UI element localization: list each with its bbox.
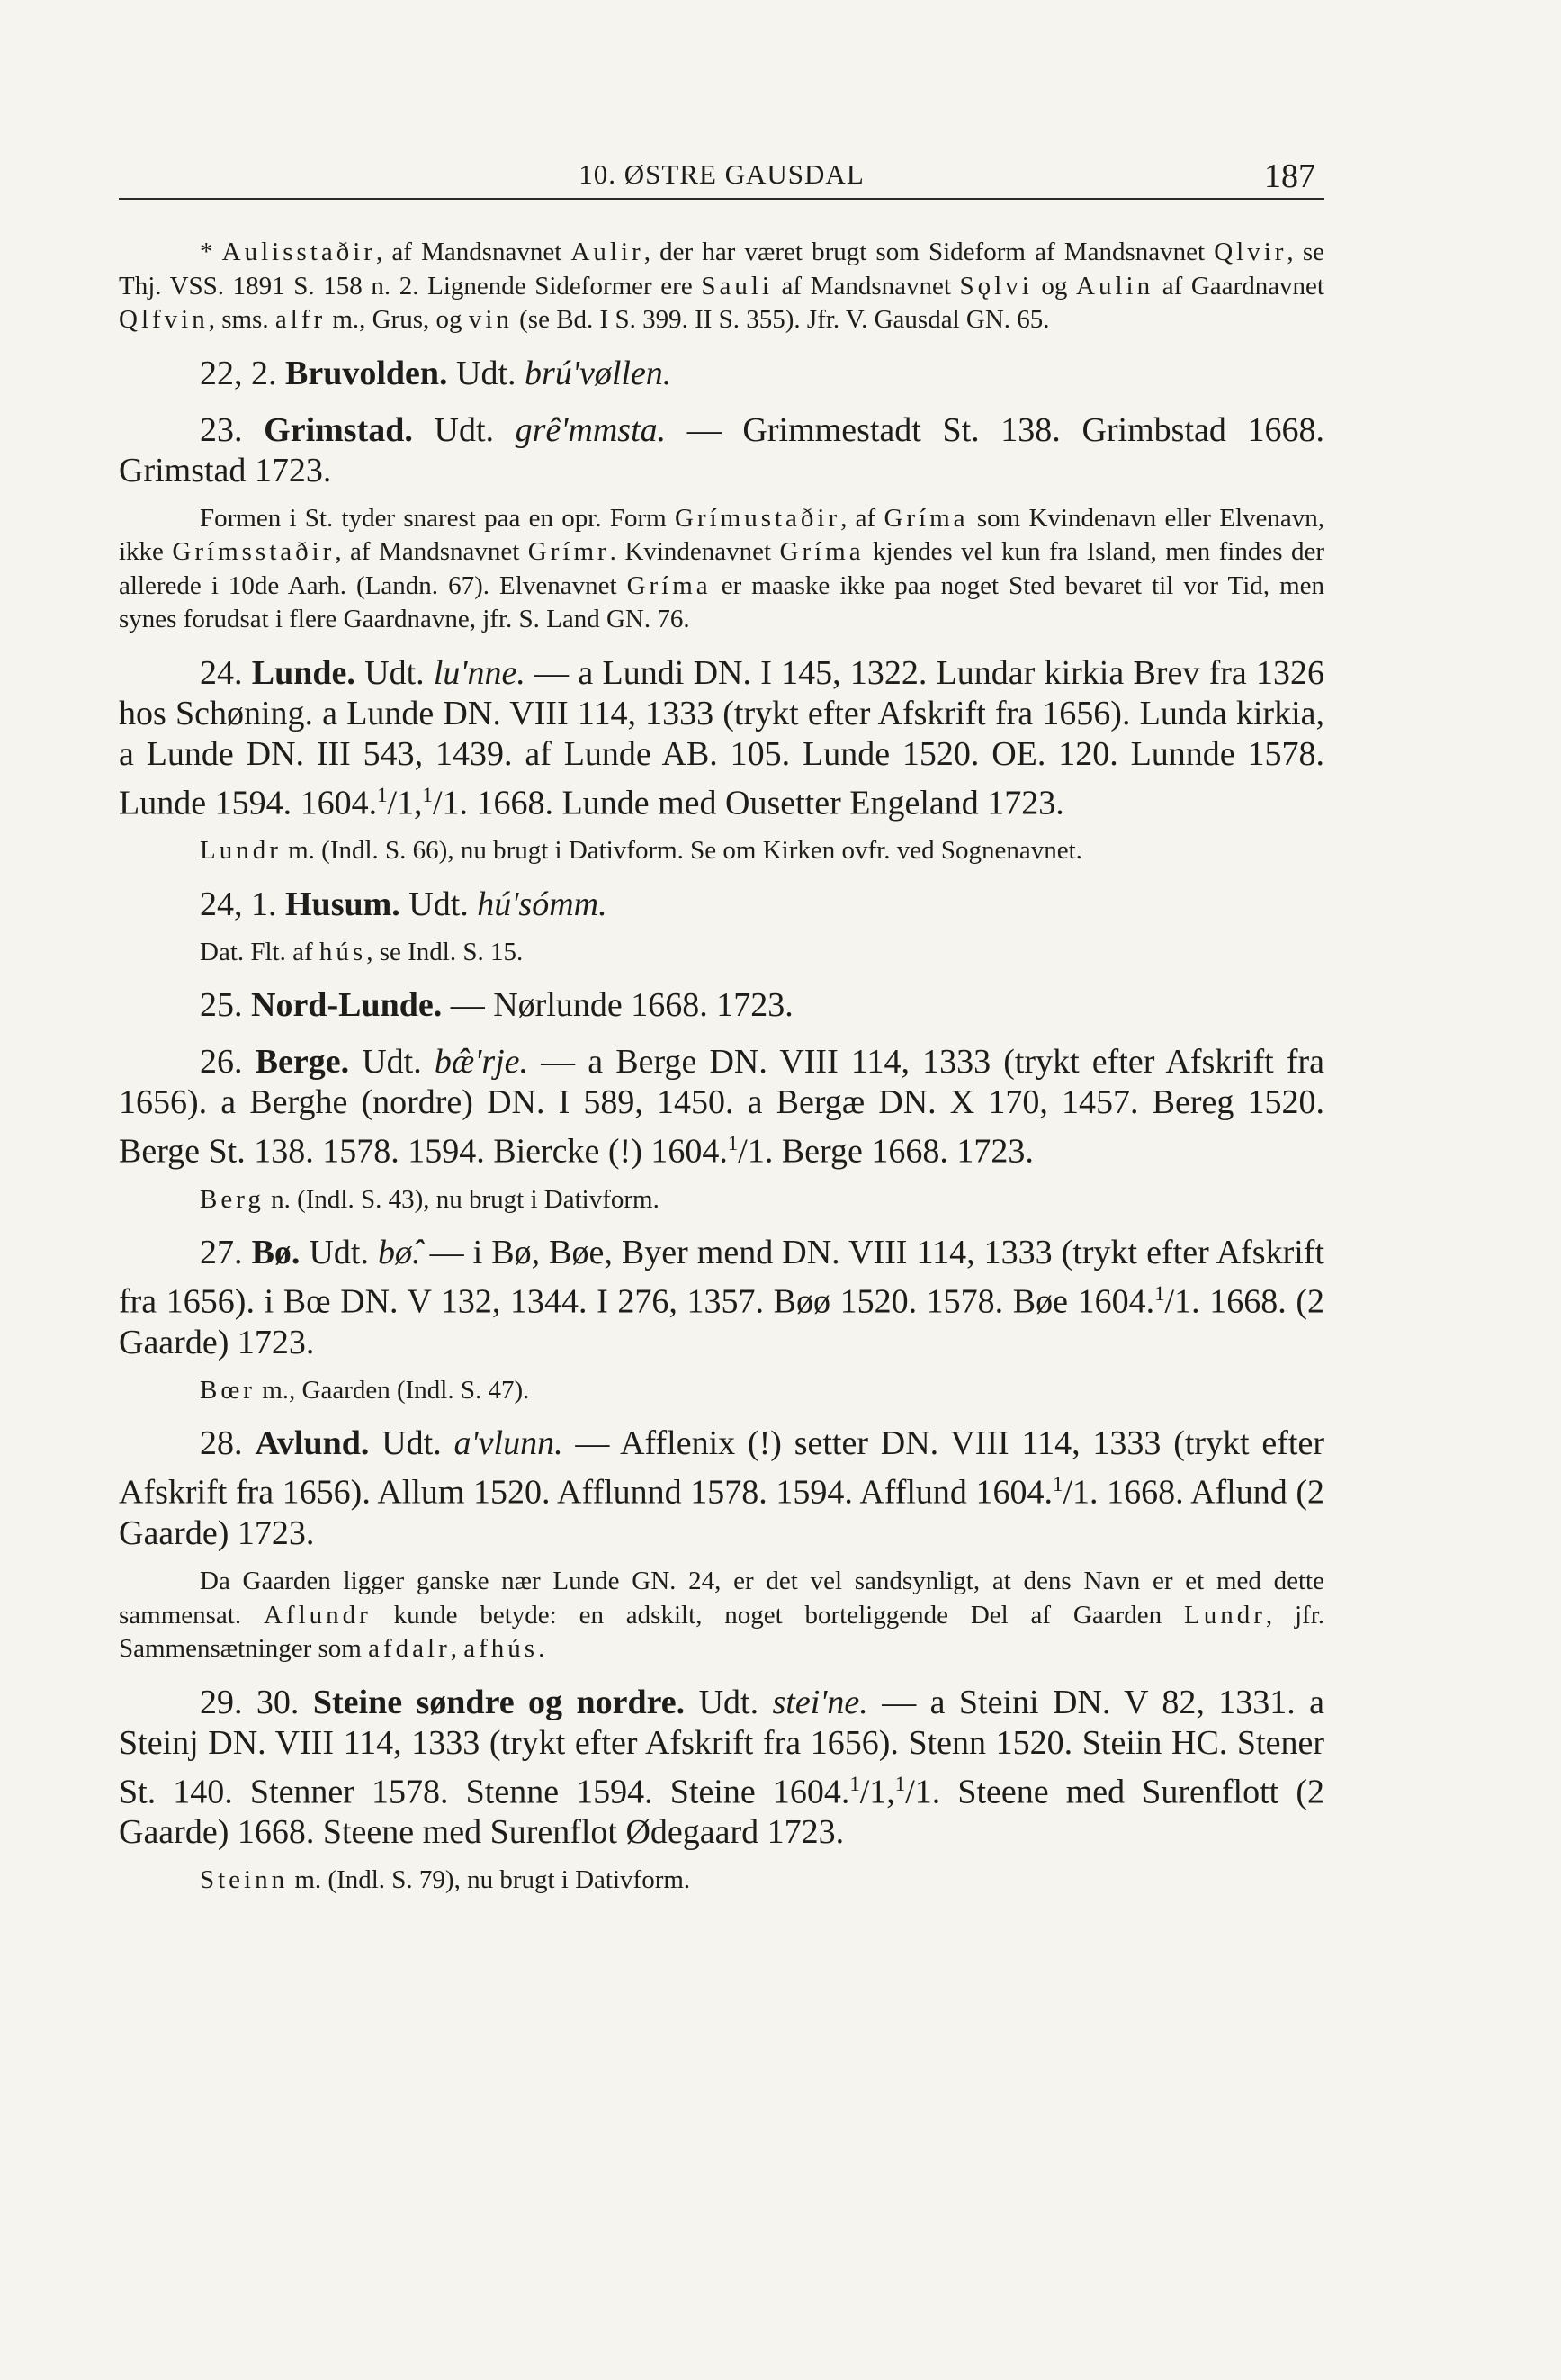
- entry-number: 29. 30.: [200, 1683, 300, 1721]
- pronunciation: bæ̂'rje.: [434, 1043, 529, 1082]
- entry-22-2: 22, 2. Bruvolden. Udt. brú'vøllen.: [200, 354, 672, 392]
- header-title: 10. ØSTRE GAUSDAL: [579, 158, 865, 190]
- entry-24: 24. Lunde. Udt. lu'nne. — a Lundi DN. I 145, 1322. Lundar kirkia Brev fra 1326 hos Schøning. a Lunde DN. VIII 114, 1333 (trykt efter Afskrift fra 1656). Lunda kirkia, a Lunde DN. III 543, 1439. af Lunde AB. 105. Lunde 1520. OE. 120. Lunnde 1578. Lunde 1594. 1604.$^1$/1,$^1$/1. 1668. Lunde med Ousetter Engeland 1723.: [119, 653, 1324, 822]
- farm-name: Lunde.: [251, 653, 355, 692]
- pronunciation: a'vlunn.: [453, 1424, 563, 1463]
- pronunciation: stei'ne.: [772, 1683, 868, 1721]
- entry-28: 28. Avlund. Udt. a'vlunn. — Afflenix (!) setter DN. VIII 114, 1333 (trykt efter Afskrift fra 1656). Allum 1520. Afflunnd 1578. 1594. Afflund 1604.$^1$/1. 1668. Aflund (2 Gaarde) 1723.: [119, 1424, 1325, 1553]
- entry-number: 24, 1.: [200, 885, 277, 923]
- farm-name: Avlund.: [255, 1424, 370, 1463]
- pronunciation: hú'sómm.: [477, 885, 607, 923]
- pronunciation: brú'vøllen.: [525, 354, 672, 392]
- entry-26-note: Berg n. (Indl. S. 43), nu brugt i Dativform.: [200, 1184, 659, 1214]
- entry-number: 25.: [200, 986, 243, 1025]
- entry-24-1: 24, 1. Husum. Udt. hú'sómm.: [200, 885, 607, 923]
- entry-number: 28.: [200, 1424, 243, 1463]
- entry-number: 26.: [200, 1043, 243, 1082]
- entry-28-note: Da Gaarden ligger ganske nær Lunde GN. 24, er det vel sandsynligt, at dens Navn er et med dette sammensat. Aflundr kunde betyde: en adskilt, noget borteliggende Del af Gaarden Lundr, jfr. Sammensætninger som afdalr, afhús.: [119, 1567, 1324, 1664]
- footnote: * Aulisstaðir, af Mandsnavnet Aulir, der har været brugt som Sideform af Mandsnavnet Qlvir, se Thj. VSS. 1891 S. 158 n. 2. Lignende Sideformer ere Sauli af Mandsnavnet Sǫlvi og Aulin af Gaardnavnet Qlfvin, sms. alfr m., Grus, og vin (se Bd. I S. 399. II S. 355). Jfr. V. Gausdal GN. 65.: [119, 238, 1324, 334]
- pronunciation: bø̂.: [378, 1234, 421, 1272]
- entry-29-30-note: Steinn m. (Indl. S. 79), nu brugt i Dativform.: [200, 1865, 691, 1895]
- entry-number: 22, 2.: [200, 354, 277, 392]
- entry-25: 25. Nord-Lunde. — Nørlunde 1668. 1723.: [200, 986, 794, 1025]
- farm-name: Nord-Lunde.: [251, 986, 443, 1025]
- farm-name: Bø.: [251, 1234, 301, 1272]
- entry-27-note: Bœr m., Gaarden (Indl. S. 47).: [200, 1375, 530, 1405]
- pronunciation: lu'nne.: [433, 653, 525, 692]
- entry-23-note: Formen i St. tyder snarest paa en opr. Form Grímustaðir, af Gríma som Kvindenavn eller Elvenavn, ikke Grímsstaðir, af Mandsnavnet Grímr. Kvindenavnet Gríma kjendes vel kun fra Island, men findes der allerede i 10de Aarh. (Landn. 67). Elvenavnet Gríma er maaske ikke paa noget Sted bevaret til vor Tid, men synes forudsat i flere Gaardnavne, jfr. S. Land GN. 76.: [119, 503, 1325, 633]
- entry-23: 23. Grimstad. Udt. grê'mmsta. — Grimmestadt St. 138. Grimbstad 1668. Grimstad 1723.: [119, 410, 1324, 489]
- entry-24-note: Lundr m. (Indl. S. 66), nu brugt i Dativform. Se om Kirken ovfr. ved Sognenavnet.: [200, 836, 1082, 866]
- farm-name: Bruvolden.: [285, 354, 448, 392]
- page: [119, 135, 1324, 1898]
- running-header: [119, 135, 1324, 200]
- entry-26: 26. Berge. Udt. bæ̂'rje. — a Berge DN. VIII 114, 1333 (trykt efter Afskrift fra 1656). a Berghe (nordre) DN. I 589, 1450. a Bergæ DN. X 170, 1457. Bereg 1520. Berge St. 138. 1578. 1594. Biercke (!) 1604.$^1$/1. Berge 1668. 1723.: [119, 1043, 1325, 1171]
- pronunciation: grê'mmsta.: [515, 410, 667, 449]
- entry-27: 27. Bø. Udt. bø̂. — i Bø, Bøe, Byer mend DN. VIII 114, 1333 (trykt efter Afskrift fra 1656). i Bœ DN. V 132, 1344. I 276, 1357. Bøø 1520. 1578. Bøe 1604.$^1$/1. 1668. (2 Gaarde) 1723.: [119, 1234, 1325, 1361]
- entry-29-30: 29. 30. Steine søndre og nordre. Udt. stei'ne. — a Steini DN. V 82, 1331. a Steinj DN. VIII 114, 1333 (trykt efter Afskrift fra 1656). Stenn 1520. Steiin HC. Stener St. 140. Stenner 1578. Stenne 1594. Steine 1604.$^1$/1,$^1$/1. Steene med Surenflott (2 Gaarde) 1668. Steene med Surenflot Ødegaard 1723.: [119, 1683, 1325, 1852]
- farm-name: Grimstad.: [264, 410, 413, 449]
- page-number: 187: [1264, 157, 1315, 195]
- farm-name: Berge.: [255, 1043, 350, 1082]
- farm-name: Steine søndre og nordre.: [312, 1683, 686, 1721]
- entry-number: 23.: [200, 410, 243, 449]
- farm-name: Husum.: [285, 885, 400, 923]
- entry-24-1-note: Dat. Flt. af hús, se Indl. S. 15.: [200, 937, 524, 966]
- entry-number: 27.: [200, 1234, 243, 1272]
- entry-number: 24.: [200, 653, 243, 692]
